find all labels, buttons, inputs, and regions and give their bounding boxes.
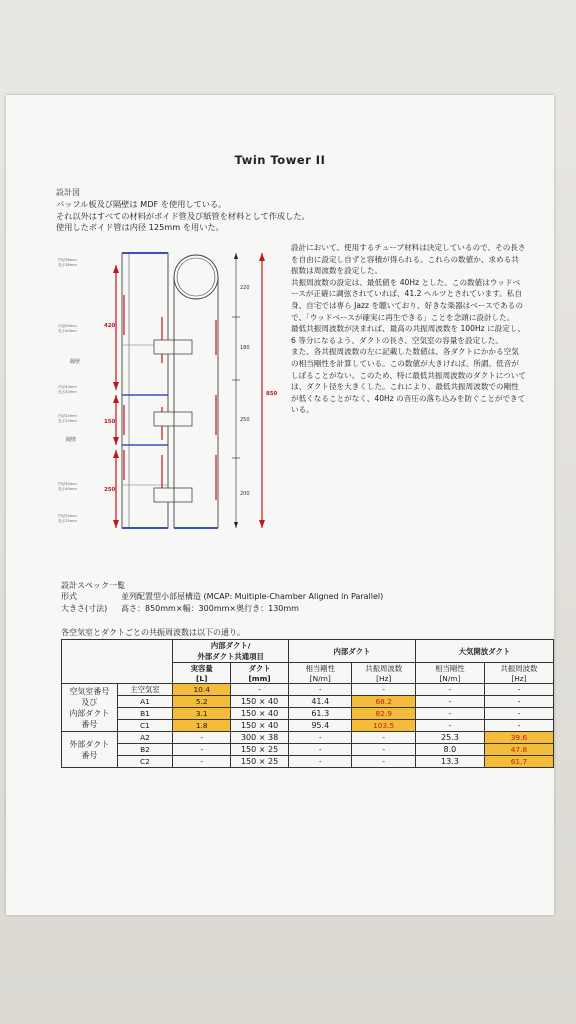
spec-value: 高さ：850mm×幅：300mm×奥行き：130mm — [121, 603, 299, 613]
frequency-cell: 39.6 — [484, 732, 553, 744]
duct-spec-label: 長さ40mm — [58, 329, 77, 333]
col-stiffness-header: 相当剛性 [N/m] — [415, 663, 484, 684]
spec-value: 並列配置型小部屋構造 (MCAP: Multiple-Chamber Aligned in Parallel) — [121, 592, 384, 602]
row-group-internal: 空気室番号 及び 内部ダクト 番号 — [62, 684, 118, 732]
stiffness-cell: - — [415, 708, 484, 720]
stiffness-cell: - — [415, 696, 484, 708]
duct-spec-label: 長さ40mm — [58, 487, 77, 491]
volume-cell: 1.8 — [173, 720, 231, 732]
frequency-cell: - — [352, 684, 415, 696]
stiffness-cell: 8.0 — [415, 744, 484, 756]
stiffness-cell: - — [415, 720, 484, 732]
stiffness-cell: 25.3 — [415, 732, 484, 744]
frequency-cell: - — [484, 708, 553, 720]
col-frequency-header: 共振周波数 [Hz] — [484, 663, 553, 684]
duct-spec-label: 内径40mm — [58, 324, 77, 328]
row-name: B1 — [117, 708, 173, 720]
intro-section — [56, 187, 310, 234]
row-name: B2 — [117, 744, 173, 756]
stiffness-cell: 13.3 — [415, 756, 484, 768]
duct-cell: 150 × 40 — [231, 708, 289, 720]
table-row — [62, 744, 554, 756]
col-volume-header: 実容量 [L] — [173, 663, 231, 684]
dim-label: 200 — [240, 491, 250, 497]
stiffness-cell: 61.3 — [289, 708, 352, 720]
resonance-table — [61, 639, 554, 768]
intro-line: それ以外はすべての材料がボイド管及び紙管を材料として作成した。 — [56, 210, 310, 221]
spec-row — [61, 591, 383, 602]
duct-cell: 300 × 38 — [231, 732, 289, 744]
duct-cell: 150 × 40 — [231, 696, 289, 708]
stiffness-cell: - — [289, 684, 352, 696]
table-row — [62, 756, 554, 768]
stiffness-cell: 41.4 — [289, 696, 352, 708]
col-stiffness-header: 相当剛性 [N/m] — [289, 663, 352, 684]
spec-key: 形式 — [61, 592, 77, 602]
stiffness-cell: - — [289, 744, 352, 756]
red-dim-label: 150 — [104, 419, 116, 425]
group-internal-header: 内部ダクト — [289, 640, 416, 663]
group-common-header: 内部ダクト/ 外部ダクト共通項目 — [173, 640, 289, 663]
frequency-cell: - — [484, 696, 553, 708]
table-row — [62, 720, 554, 732]
duct-spec-label: 長さ25mm — [58, 419, 77, 423]
dim-label: 180 — [240, 345, 250, 351]
red-dim-label: 250 — [104, 487, 116, 493]
duct-box — [154, 488, 192, 502]
frequency-cell: - — [352, 744, 415, 756]
frequency-cell: 47.8 — [484, 744, 553, 756]
partition-label: 隔壁 — [70, 359, 81, 365]
intro-heading: 設計図 — [56, 188, 80, 197]
stiffness-cell: - — [289, 732, 352, 744]
design-description — [291, 242, 526, 416]
group-external-header: 大気開放ダクト — [415, 640, 553, 663]
frequency-cell: - — [352, 756, 415, 768]
duct-spec-label: 内径25mm — [58, 514, 77, 518]
frequency-cell: 82.9 — [352, 708, 415, 720]
table-row — [62, 708, 554, 720]
duct-spec-label: 長さ40mm — [58, 390, 77, 394]
intro-line: バッフル板及び隔壁は MDF を使用している。 — [56, 198, 227, 209]
duct-spec-label: 長さ25mm — [58, 519, 77, 523]
description-paragraph: 共振周波数の設定は、最低値を 40Hz とした。この数値はウッドベースが正確に調弦されていれば、41.2 ヘルツとされています。私自身、自宅では専ら Jazz を聴いており、好きな楽器はベースであるので、「ウッドベースが確実に再生できる」ことを念頭に設計した。 — [291, 277, 523, 322]
row-name: 主空気室 — [117, 684, 173, 696]
volume-cell: - — [173, 756, 231, 768]
row-name: C1 — [117, 720, 173, 732]
dim-label: 250 — [240, 417, 250, 423]
description-paragraph: 最低共振周波数が決まれば、最高の共振周波数を 100Hz に設定し、6 等分になるよう、ダクトの長さ、空気室の容量を設定した。 — [291, 324, 526, 345]
col-duct-header: ダクト [mm] — [231, 663, 289, 684]
spec-key: 大きさ(寸法) — [61, 603, 108, 613]
volume-cell: 10.4 — [173, 684, 231, 696]
volume-cell: 5.2 — [173, 696, 231, 708]
table-row — [62, 684, 554, 696]
driver-circle — [174, 255, 218, 299]
duct-box — [154, 340, 192, 354]
duct-cell: 150 × 25 — [231, 756, 289, 768]
duct-spec-label: 内径40mm — [58, 385, 77, 389]
table-row — [62, 732, 554, 744]
duct-box — [154, 412, 192, 426]
frequency-cell: 68.2 — [352, 696, 415, 708]
duct-cell: - — [231, 684, 289, 696]
volume-cell: - — [173, 744, 231, 756]
frequency-cell: - — [352, 732, 415, 744]
table-row — [62, 696, 554, 708]
row-group-external: 外部ダクト 番号 — [62, 732, 118, 768]
duct-spec-label: 内径25mm — [58, 414, 77, 418]
document-title: Twin Tower II — [234, 153, 326, 167]
stiffness-cell: - — [415, 684, 484, 696]
stiffness-cell: - — [289, 756, 352, 768]
spec-row — [61, 603, 383, 614]
duct-spec-label: 内径40mm — [58, 482, 77, 486]
stiffness-cell: 95.4 — [289, 720, 352, 732]
description-paragraph: また、各共振周波数の左に記載した数値は、各ダクトにかかる空気の相当剛性を計算している。この数値が大きければ、所謂、低音がしぼることがない。このため、特に最低共振周波数のダクトについては、ダクト径を大きくした。これにより、最低共振周波数での剛性が低くなることがなく、40Hz の音圧の落ち込みを防ぐことができている。 — [291, 347, 526, 415]
frequency-cell: 103.5 — [352, 720, 415, 732]
duct-cell: 150 × 40 — [231, 720, 289, 732]
frequency-cell: - — [484, 720, 553, 732]
overall-height-label: 850 — [266, 391, 278, 397]
red-dim-label: 420 — [104, 323, 116, 329]
row-name: C2 — [117, 756, 173, 768]
dim-label: 220 — [240, 285, 250, 291]
frequency-cell: 61.7 — [484, 756, 553, 768]
duct-spec-label: 長さ38mm — [58, 263, 77, 267]
spec-heading: 設計スペック一覧 — [61, 581, 125, 590]
col-frequency-header: 共振周波数 [Hz] — [352, 663, 415, 684]
table-caption: 各空気室とダクトごとの共振周波数は以下の通り。 — [61, 628, 245, 637]
spec-section — [61, 580, 383, 614]
driver-circle-inner — [177, 258, 215, 296]
duct-spec-label: 内径38mm — [58, 258, 77, 262]
partition-label: 隔壁 — [66, 437, 77, 443]
row-name: A1 — [117, 696, 173, 708]
frequency-cell: - — [484, 684, 553, 696]
speaker-design-drawing — [56, 245, 296, 545]
volume-cell: 3.1 — [173, 708, 231, 720]
intro-line: 使用したボイド管は内径 125mm を用いた。 — [56, 222, 224, 233]
document-sheet — [6, 95, 554, 915]
volume-cell: - — [173, 732, 231, 744]
description-paragraph: 設計において、使用するチューブ材料は決定しているので、その長さを自由に設定し自ずと容積が得られる。これらの数値か、求める共振数は周波数を設定した。 — [291, 243, 526, 276]
row-name: A2 — [117, 732, 173, 744]
duct-cell: 150 × 25 — [231, 744, 289, 756]
table-corner — [62, 640, 173, 684]
